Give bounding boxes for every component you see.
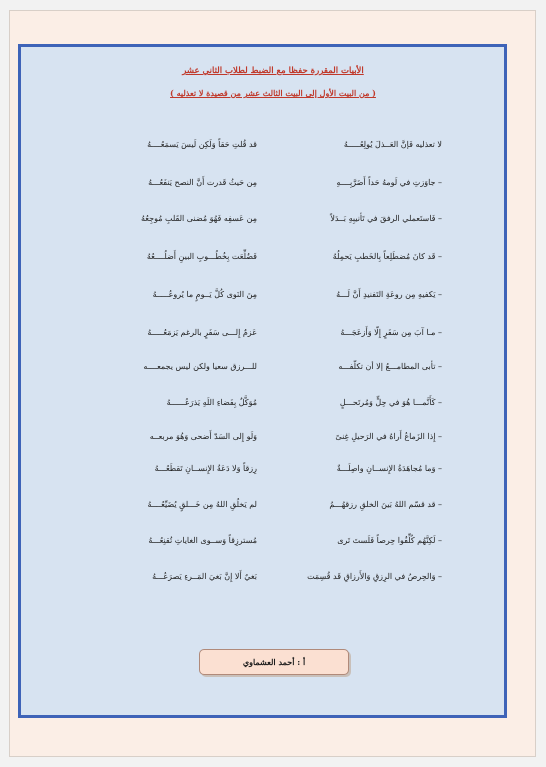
verse-ajuz: بَغيٌ أَلا إِنَّ بَغيَ المَــرءِ يَصرَعُـــهُ <box>152 572 257 581</box>
verse-row <box>92 572 442 588</box>
verse-sadr: – وَالحِرصُ في الرِزقِ وَالأَرزاقِ قَد قُسِمَت <box>307 572 442 581</box>
verse-sadr: – جاوَزتِ في لَومهُ حَداً أَضَرَّبِــــهِ <box>336 178 442 187</box>
verse-ajuz: رِزقاً وَلا دَعَةُ الإِنســانِ تَقطَعُـــهُ <box>154 464 257 473</box>
document-subtitle: ( من البيت الأول إلى البيت الثالث عشر من قصيدة لا تعذليه ) <box>170 88 376 98</box>
verses-list <box>92 140 442 580</box>
verse-row <box>92 464 442 480</box>
verse-sadr: – فَاستَعملي الرفقَ في تَأنيبِهِ بَــدَلاً <box>330 214 442 223</box>
verse-row <box>92 398 442 414</box>
verse-ajuz: مِنَ النَوى كُلَّ يَــومٍ ما يُروعُـــــهُ <box>152 290 257 299</box>
verse-row <box>92 328 442 344</box>
verse-row <box>92 178 442 194</box>
verse-row <box>92 500 442 516</box>
verse-sadr: – إِذا الزَماعُ أَراهُ في الرَحيلِ غِنىً <box>335 432 442 441</box>
verse-sadr: – يَكفيهِ مِن روعَةِ التَفنيدِ أَنَّ لَـــهُ <box>336 290 442 299</box>
verse-row <box>92 140 442 156</box>
verse-ajuz: فَضُلِّعَت بِخُطُـــوبِ البينِ أَضلُــــعُهُ <box>146 252 257 261</box>
verse-row <box>92 432 442 448</box>
verse-row <box>92 290 442 306</box>
verse-ajuz: لم يَخلُقِ اللهُ مِن خَـــلقٍ يُضَيِّعُــــهُ <box>147 500 257 509</box>
verse-sadr: – قَد كانَ مُضطَلِعاً بِالخَطبِ يَحمِلُهُ <box>332 252 442 261</box>
verse-sadr: – وَما مُجاهَدَةُ الإِنســانِ واصِلَـــةٌ <box>336 464 442 473</box>
verse-ajuz: وَلَو إِلى السَدّ أَضحى وَهُوَ مربعــه <box>149 432 257 441</box>
verse-sadr: – لَكِنَّهُم كُلِّفُوا حِرصاً فَلَستَ تَرى <box>337 536 442 545</box>
verse-sadr: – تأبى المطامـــعُ إلا أن تكلّفـــه <box>338 362 442 371</box>
verse-row <box>92 536 442 552</box>
verse-sadr: – قد قسّم اللهُ بَينَ الخلقِ رزقهُـــمُ <box>329 500 442 509</box>
author-label <box>199 649 349 675</box>
verse-ajuz: مُوَكَّلٌ بِفَضاءِ اللَهِ يَذرَعُــــــهُ <box>166 398 257 407</box>
verse-row <box>92 362 442 378</box>
verse-sadr: – مـا آبَ مِن سَفَرٍ إِلّا وَأَزعَجَـــهُ <box>340 328 442 337</box>
verse-sadr: – كَأَنَّمـــا هُوَ في حِلٍّ وَمُرتَحـــلٍ <box>339 398 442 407</box>
verse-ajuz: مِن عَسفِه فَهُوَ مُضنى القَلبِ مُوجِعُهُ <box>140 214 257 223</box>
author-name: أ : أحمد العشماوي <box>242 657 306 667</box>
verse-ajuz: مُسترزِقاً وَســوى الغاياتِ تُقنِعُـــهُ <box>148 536 257 545</box>
verse-ajuz: للـــرزق سعيا ولكن ليس يجمعــــه <box>143 362 257 371</box>
verse-ajuz: قد قُلتِ حَقاً وَلَكِن لَيسَ يَسمَعُــــهُ <box>147 140 257 149</box>
verse-row <box>92 214 442 230</box>
verse-row <box>92 252 442 268</box>
verse-ajuz: عَزمٌ إِلـــى سَفَرٍ بالرغم يَزمَعُـــــهُ <box>147 328 257 337</box>
verse-sadr: لا تعذليه فَإنَّ العَــذلَ يُولِعُـــــهُ <box>343 140 442 149</box>
document-title: الأبيات المقررة حفظا مع الضبط لطلاب الثاني عشر <box>182 66 364 76</box>
verse-ajuz: مِن حَيثُ قَدرت أَنَّ النصح يَنفَعُـــهُ <box>148 178 257 187</box>
